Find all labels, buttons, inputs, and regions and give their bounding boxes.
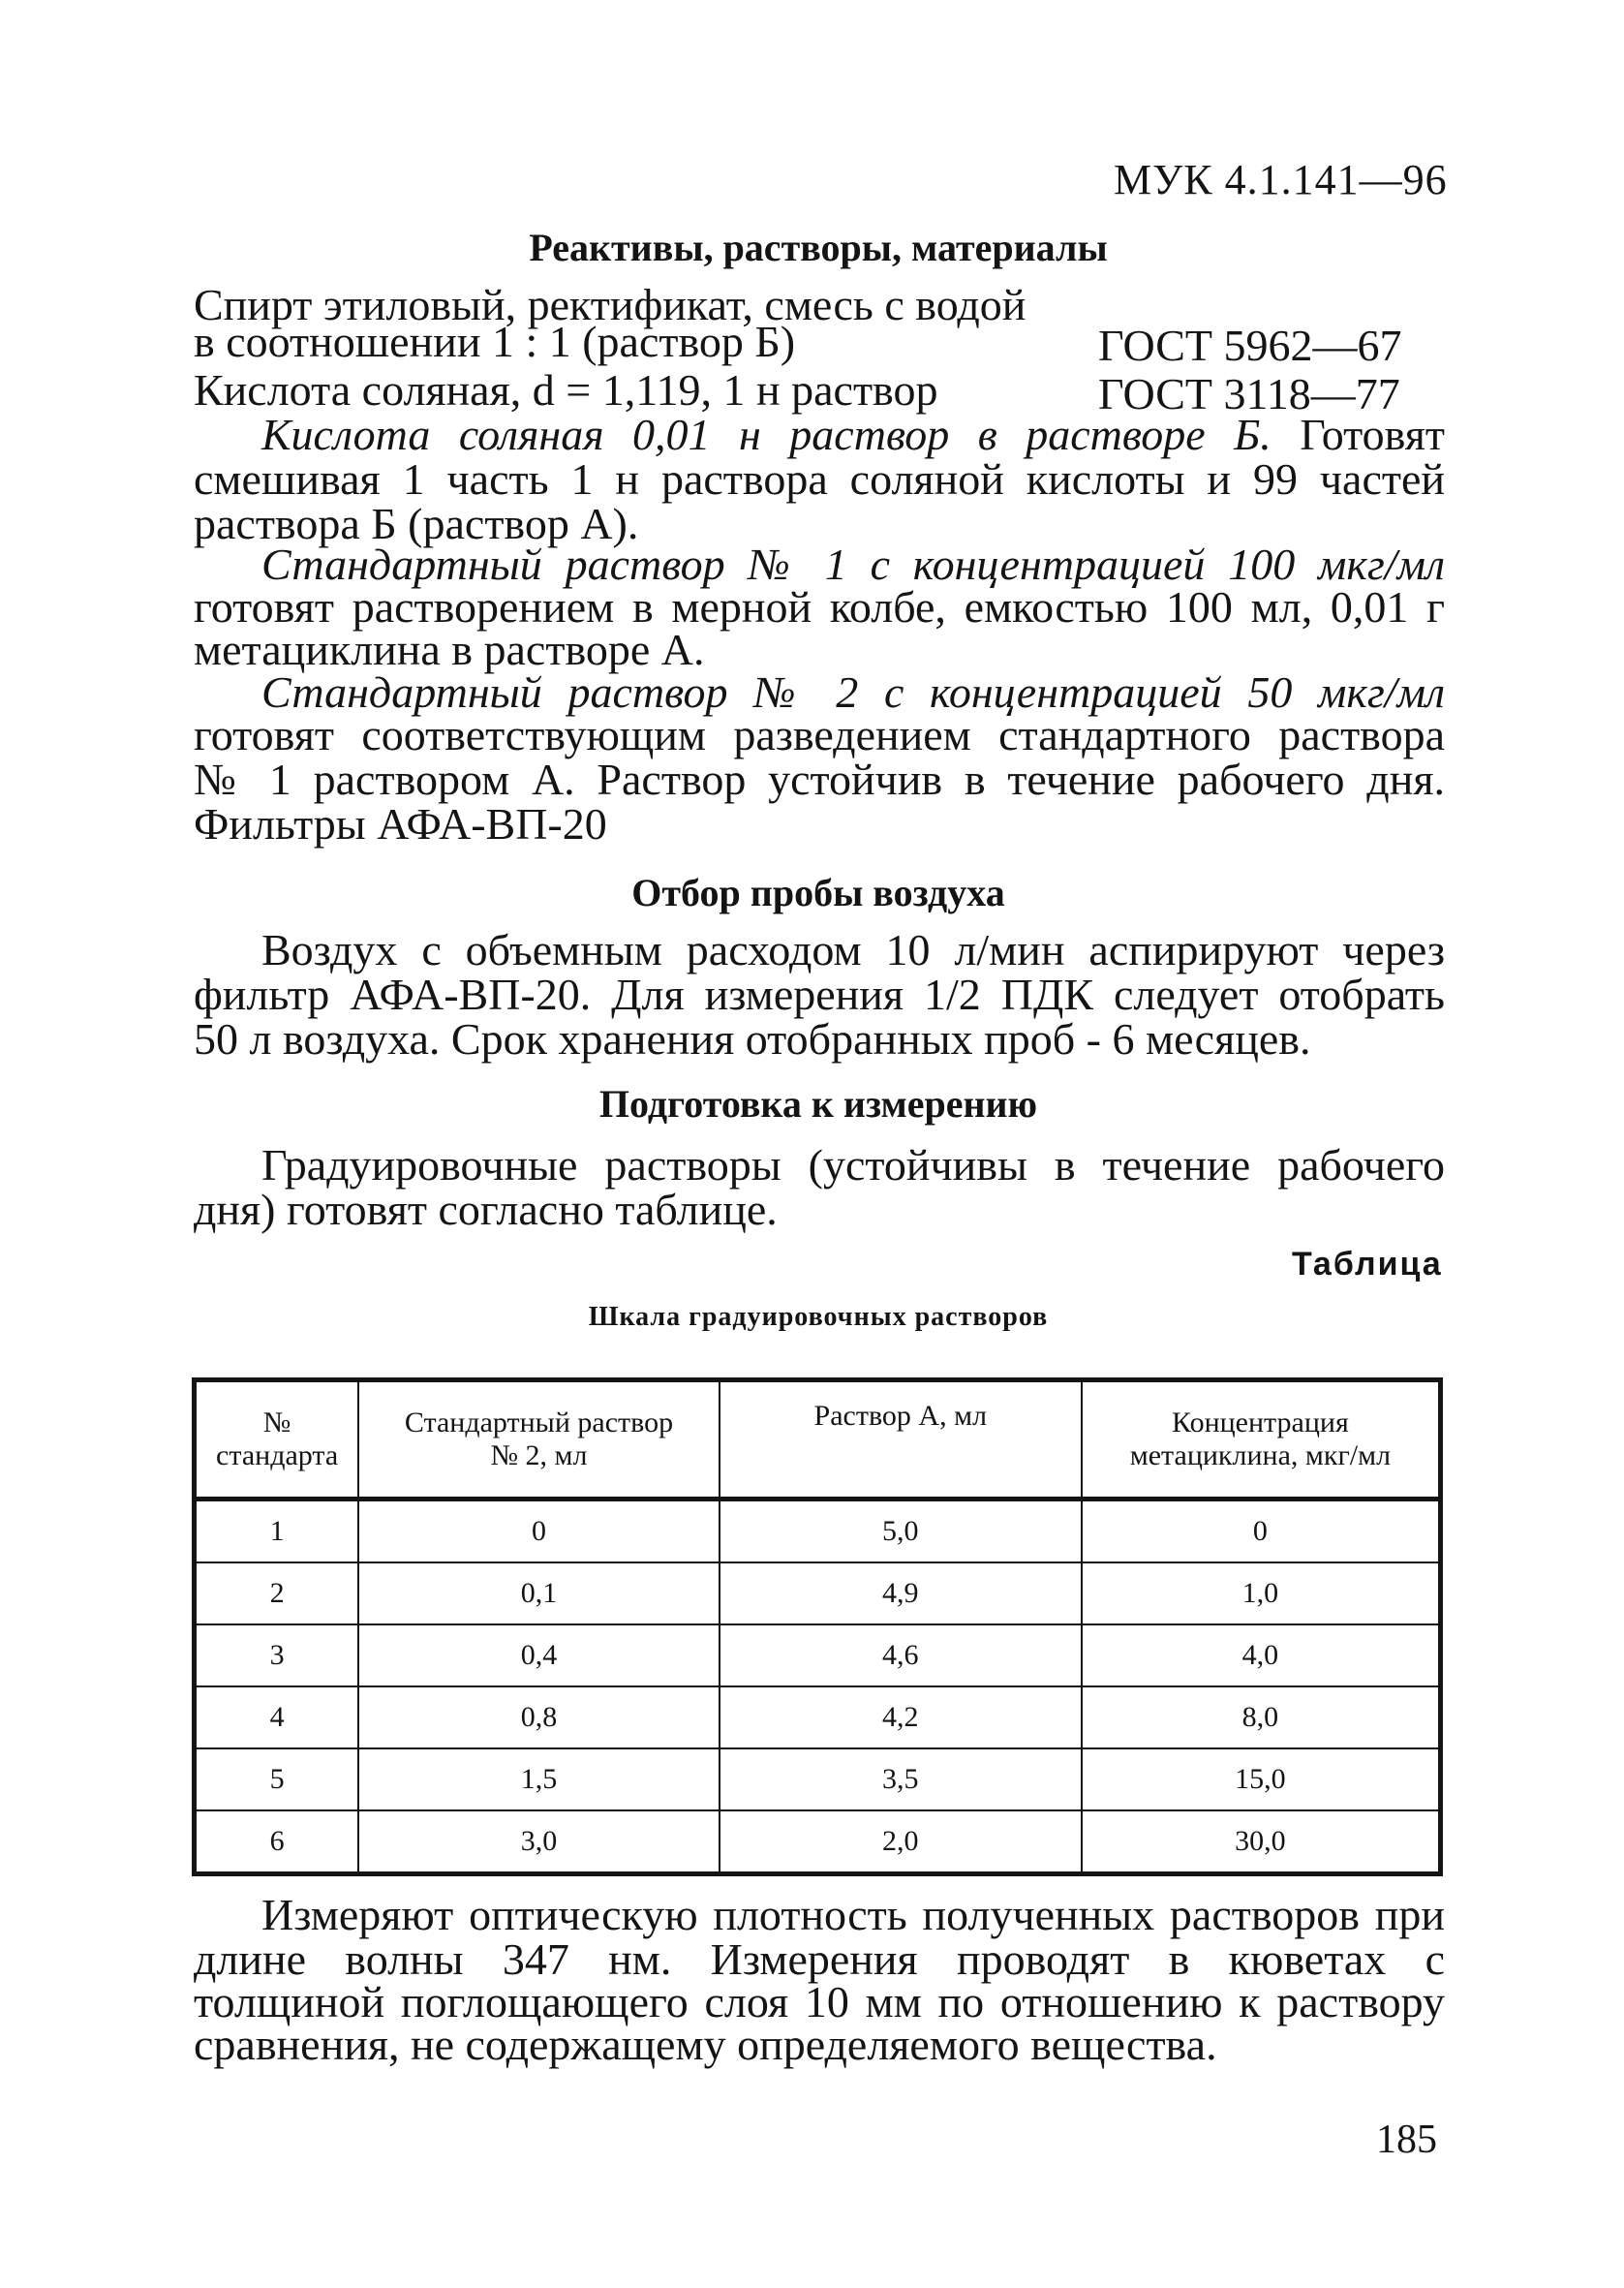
sampling-line-1: Воздух с объемным расходом 10 л/мин аспирируют через [261,925,1445,974]
preparation-line-2: дня) готовят согласно таблице. [194,1185,778,1234]
table-cell: 4 [195,1686,359,1748]
table-row [195,1810,1441,1874]
sampling-line-3: 50 л воздуха. Срок хранения отобранных проб - 6 месяцев. [194,1014,1311,1064]
hcl001-line-3: раствора Б (раствор А). [194,499,639,548]
hcl001-line-1 [261,410,1446,459]
document-code: МУК 4.1.141—96 [1114,156,1448,203]
measurement-line-2: длине волны 347 нм. Измерения проводят в кюветах с [194,1934,1445,1984]
table-cell: 5 [195,1748,359,1810]
ethanol-line-2: в соотношении 1 : 1 (раствор Б) [194,317,796,366]
hcl001-line-2: смешивая 1 часть 1 н раствора соляной кислоты и 99 частей [194,454,1445,504]
preparation-line-1: Градуировочные растворы (устойчивы в течение рабочего [261,1140,1445,1190]
sampling-line-2: фильтр АФА-ВП-20. Для измерения 1/2 ПДК следует отобрать [194,970,1445,1019]
table-cell: 4,6 [720,1624,1082,1686]
header-standard-number: № стандарта [195,1380,359,1500]
hcl001-tail: Готовят [1300,410,1446,459]
table-cell: 3,0 [358,1810,720,1874]
std1-title: Стандартный раствор № 1 с концентрацией 100 мкг/мл [261,540,1445,589]
sampling-heading: Отбор пробы воздуха [631,871,1005,914]
table-cell: 1,0 [1082,1562,1441,1624]
table-cell: 0 [358,1500,720,1563]
measurement-line-4: сравнения, не содержащему определяемого вещества. [194,2020,1217,2069]
reagents-heading: Реактивы, растворы, материалы [529,226,1108,269]
table-cell: 1 [195,1500,359,1563]
hcl-line: Кислота соляная, d = 1,119, 1 н раствор [194,365,938,415]
table-cell: 15,0 [1082,1748,1441,1810]
table-cell: 4,9 [720,1562,1082,1624]
std2-title: Стандартный раствор № 2 с концентрацией 50 мкг/мл [261,667,1445,717]
table-cell: 2 [195,1562,359,1624]
std1-line-2: готовят растворением в мерной колбе, емкостью 100 мл, 0,01 г [194,582,1445,632]
hcl-gost: ГОСТ 3118—77 [1098,369,1400,418]
std2-line-3: № 1 раствором А. Раствор устойчив в течение рабочего дня. [194,755,1445,804]
table-row [195,1562,1441,1624]
table-cell: 3 [195,1624,359,1686]
ethanol-line-1: Спирт этиловый, ректификат, смесь с водой [194,280,1026,329]
table-caption: Шкала градуировочных растворов [588,1302,1049,1332]
table-cell: 8,0 [1082,1686,1441,1748]
std1-line-3: метациклина в растворе А. [194,625,705,674]
calibration-table [192,1377,1443,1876]
table-cell: 0,4 [358,1624,720,1686]
filters-line: Фильтры АФА-ВП-20 [194,799,607,849]
preparation-heading: Подготовка к измерению [598,1082,1038,1126]
table-row [195,1686,1441,1748]
header-concentration: Концентрация метациклина, мкг/мл [1082,1380,1441,1500]
table-cell: 6 [195,1810,359,1874]
hcl001-title: Кислота соляная 0,01 н раствор в растворе Б. [261,410,1272,459]
table-label: Таблица [1292,1246,1443,1283]
table-cell: 0 [1082,1500,1441,1563]
table-cell: 5,0 [720,1500,1082,1563]
page-number: 185 [1376,2118,1437,2162]
header-standard-solution: Стандартный раствор № 2, мл [358,1380,720,1500]
table-cell: 1,5 [358,1748,720,1810]
measurement-line-3: толщиной поглощающего слоя 10 мм по отношению к раствору [194,1977,1445,2026]
table-row [195,1748,1441,1810]
table-cell: 30,0 [1082,1810,1441,1874]
table-row [195,1624,1441,1686]
table-cell: 2,0 [720,1810,1082,1874]
table-cell: 4,2 [720,1686,1082,1748]
std2-line-2: готовят соответствующим разведением стандартного раствора [194,710,1445,759]
table-row [195,1500,1441,1563]
table-cell: 0,8 [358,1686,720,1748]
table-cell: 4,0 [1082,1624,1441,1686]
table-header-row [195,1380,1441,1500]
measurement-line-1: Измеряют оптическую плотность полученных растворов при [261,1890,1445,1939]
header-solution-a: Раствор А, мл [720,1380,1082,1500]
table-cell: 0,1 [358,1562,720,1624]
table-cell: 3,5 [720,1748,1082,1810]
ethanol-gost: ГОСТ 5962—67 [1098,321,1402,370]
